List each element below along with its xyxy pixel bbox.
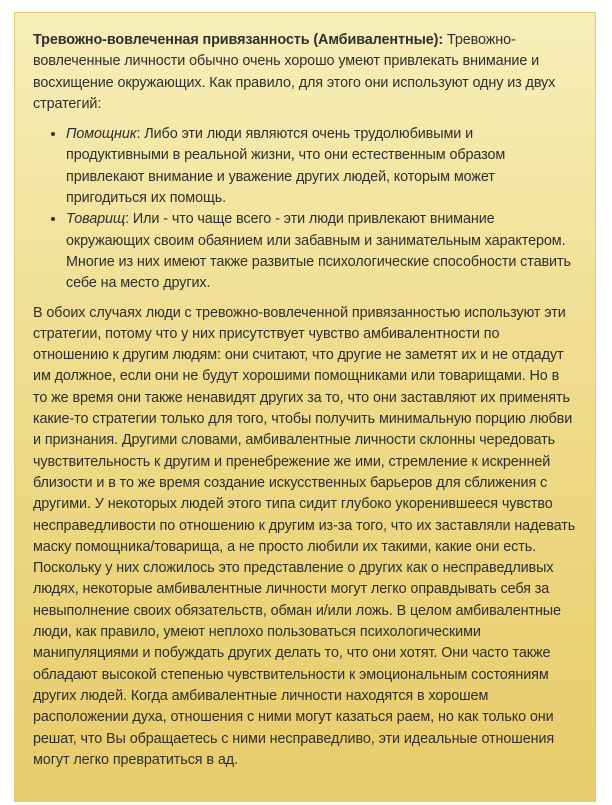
intro-text: Тревожно-вовлеченные личности обычно очень хорошо умеют привлекать внимание и восхищение окружающих. Как правило, для этого они используют одну из двух стратегий:	[33, 32, 556, 112]
strategy-item-companion	[66, 209, 577, 294]
strategy-list	[33, 124, 577, 294]
body-paragraph: В обоих случаях люди с тревожно-вовлеченной привязанностью используют эти стратегии, потому что у них присутствует чувство амбивалентности по отношению к другим людям: они считают, что другие не заметят их и не отдадут им должное, если они не будут хорошими помощниками или товарищами. Но в то же время они также ненавидят других за то, что они заставляют их применять какие-то стратегии только для того, чтобы получить минимальную порцию любви и признания. Другими словами, амбивалентные личности склонны чередовать чувствительность к другим и пренебрежение же ими, стремление к искренней близости и в то же время создание искусственных барьеров для сближения с другими. У некоторых людей этого типа сидит глубоко укоренившееся чувство несправедливости по отношению к другим из-за того, что их заставляли надевать маску помощника/товарища, а не просто любили их такими, какие они есть. Поскольку у них сложилось это представление о других как о несправедливых людях, некоторые амбивалентные личности могут легко оправдывать себя за невыполнение своих обязательств, обман и/или ложь. В целом амбивалентные люди, как правило, умеют неплохо пользоваться психологическими манипуляциями и побуждать других делать то, что они хотят. Они часто также обладают высокой степенью чувствительности к эмоциональным состояниям других людей. Когда амбивалентные личности находятся в хорошем расположении духа, отношения с ними могут казаться раем, но как только они решат, что Вы обращаетесь с ними несправедливо, эти идеальные отношения могут легко превратиться в ад.	[33, 304, 576, 768]
note-box	[14, 12, 596, 802]
intro-term: Тревожно-вовлеченная привязанность (Амбивалентные):	[33, 32, 444, 48]
strategy-item-helper	[66, 124, 577, 209]
strategy-term: Помощник	[66, 126, 137, 143]
intro-paragraph	[33, 30, 577, 115]
strategy-text: : Или - что чаще всего - эти люди привлекают внимание окружающих своим обаянием или забавным и занимательным характером. Многие из них имеют также развитые психологические способности ставить себе на место других.	[66, 211, 571, 292]
strategy-term: Товарищ	[66, 211, 126, 228]
strategy-text: : Либо эти люди являются очень трудолюбивыми и продуктивными в реальной жизни, что они естественным образом привлекают внимание и уважение других людей, которым может пригодиться их помощь.	[66, 126, 506, 207]
